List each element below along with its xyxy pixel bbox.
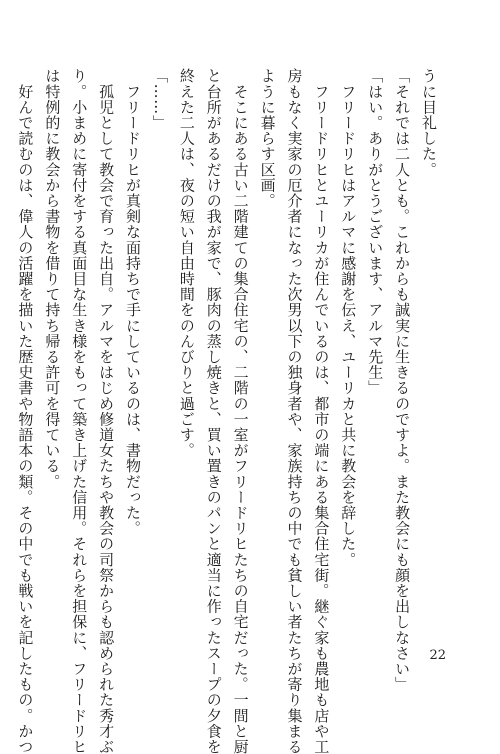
text-line: フリードリヒはアルマに感謝を伝え、ユーリカと共に教会を辞した。 xyxy=(339,68,358,568)
text-line: うに目礼した。 xyxy=(420,68,438,178)
text-line: 終えた二人は、夜の短い自由時間をのんびりと過ごす。 xyxy=(177,68,196,458)
text-line: ように暮らす区画。 xyxy=(258,68,277,209)
text-line: り。小まめに寄付をする真面目な生き様をもって築き上げた信用。それらを担保に、フリードリヒ xyxy=(70,68,89,754)
text-line: 房もなく実家の厄介者になった次男以下の独身者や、家族持ちの中でも貧しい者たちが寄り集まる xyxy=(285,68,304,754)
page-number: 22 xyxy=(429,648,446,663)
text-line: 好んで読むのは、偉人の活躍を描いた歴史書や物語本の類。その中でも戦いを記したもの。かつ xyxy=(16,68,35,754)
text-line: 「……」 xyxy=(150,68,169,131)
text-line: フリードリヒとユーリカが住んでいるのは、都市の端にある集合住宅街。継ぐ家も農地も店や工 xyxy=(312,68,331,754)
text-line: そこにある古い二階建ての集合住宅の、二階の一室がフリードリヒたちの自宅だった。一間と厨 xyxy=(231,68,250,754)
text-line: 孤児として教会で育った出自。アルマをはじめ修道女たちや教会の司祭からも認められた秀才ぶ xyxy=(97,68,116,754)
text-line: は特例的に教会から書物を借りて持ち帰る許可を得ている。 xyxy=(43,68,62,490)
text-line: 「はい。ありがとうございます、アルマ先生」 xyxy=(366,68,385,396)
text-line: フリードリヒが真剣な面持ちで手にしているのは、書物だった。 xyxy=(124,68,143,536)
text-line: と台所があるだけの我が家で、豚肉の蒸し焼きと、買い置きのパンと適当に作ったスープの夕食を xyxy=(204,68,223,754)
text-line: 「それでは二人とも。これからも誠実に生きるのですよ。また教会にも顔を出しなさい」 xyxy=(393,68,412,692)
